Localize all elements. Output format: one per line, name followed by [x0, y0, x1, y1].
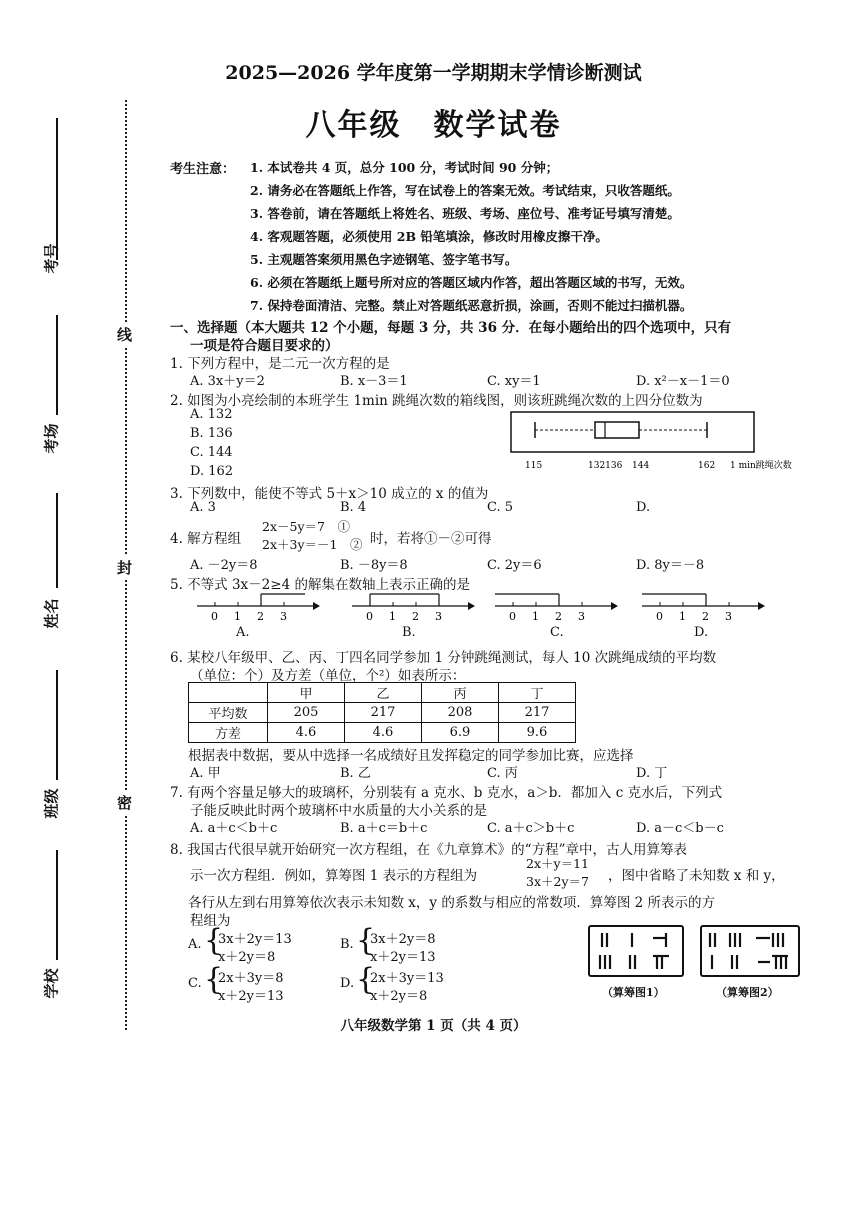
field-label-school: 学校 [42, 968, 61, 999]
q8-option-b-eq2: x＋2y＝13 [370, 950, 436, 965]
q7-stem-cont: 子能反映此时两个玻璃杯中水质量的大小关系的是 [190, 803, 487, 819]
table-cell: 205 [268, 703, 345, 723]
q1-option-d: D. x²－x－1＝0 [636, 374, 730, 389]
q8-sys-eq2: 3x＋2y＝7 [526, 874, 589, 889]
notice-item: 5. 主观题答案须用黑色字迹钢笔、签字笔书写。 [250, 252, 518, 267]
q3-stem: 3. 下列数中，能使不等式 5＋x＞10 成立的 x 的值为 [170, 486, 489, 502]
axis-label-132-136: 132136 [588, 461, 623, 471]
q2-option-d: D. 162 [190, 464, 234, 479]
q6-option-b: B. 乙 [340, 766, 371, 781]
exam-title: 2025—2026 学年度第一学期期末学情诊断测试 [225, 62, 642, 84]
q1-option-a: A. 3x＋y＝2 [190, 374, 265, 389]
notice-item: 2. 请务必在答题纸上作答，写在试卷上的答案无效。考试结束，只收答题纸。 [250, 183, 680, 198]
number-line-c [493, 588, 618, 624]
q2-stem: 2. 如图为小亮绘制的本班学生 1min 跳绳次数的箱线图，则该班跳绳次数的上四分位数为 [170, 393, 703, 409]
q8-option-c-eq1: 2x＋3y＝8 [218, 971, 284, 986]
tick-label: 3 [725, 610, 732, 623]
table-cell: 217 [499, 703, 576, 723]
table-cell: 217 [345, 703, 422, 723]
q7-option-d: D. a－c＜b－c [636, 821, 724, 836]
tick-label: 2 [555, 610, 562, 623]
seal-char-feng: 封 [117, 555, 132, 580]
q7-option-a: A. a＋c＜b＋c [190, 821, 278, 836]
counting-rod-figure-1 [588, 925, 684, 977]
tick-label: 1 [234, 610, 241, 623]
q4-eq2: 2x＋3y＝－1 ② [262, 537, 363, 552]
notice-title: 考生注意： [170, 162, 236, 177]
q1-stem: 1. 下列方程中，是二元一次方程的是 [170, 356, 390, 372]
counting-rod-figure-2-glyphs [702, 927, 798, 975]
axis-label-162: 162 [698, 461, 716, 471]
tick-label: 0 [656, 610, 663, 623]
tick-label: 2 [412, 610, 419, 623]
fig2-caption: （算筹图2） [716, 986, 779, 999]
notice-item: 6. 必须在答题纸上题号所对应的答题区域内作答，超出答题区域的书写，无效。 [250, 275, 693, 290]
seal-char-mi: 密 [117, 790, 132, 815]
q6-stem-cont: （单位：个）及方差（单位，个²）如表所示： [190, 668, 466, 684]
q3-option-a: A. 3 [190, 500, 216, 515]
q5-option-b: B. [402, 625, 416, 640]
q5-option-a: A. [236, 625, 250, 640]
q8-stem-line3: 各行从左到右用算筹依次表示未知数 x，y 的系数与相应的常数项．算筹图 2 所表示的方 [188, 895, 715, 911]
notice-item: 3. 答卷前，请在答题纸上将姓名、班级、考场、座位号、准考证号填写清楚。 [250, 206, 680, 221]
field-line-class [56, 670, 58, 780]
number-line-d [640, 588, 765, 624]
q8-stem-line4: 程组为 [190, 913, 231, 929]
axis-label-115: 115 [525, 461, 543, 471]
box-plot-figure [505, 408, 810, 474]
q8-option-d-eq1: 2x＋3y＝13 [370, 971, 444, 986]
tick-label: 0 [366, 610, 373, 623]
brace-icon: { [356, 923, 376, 958]
q3-option-b: B. 4 [340, 500, 367, 515]
q5-option-c: C. [550, 625, 564, 640]
q4-option-d: D. 8y＝－8 [636, 558, 705, 573]
q6-stem-line3: 根据表中数据，要从中选择一名成绩好且发挥稳定的同学参加比赛，应选择 [188, 748, 634, 764]
brace-icon: { [204, 923, 224, 958]
field-line-exam-room [56, 315, 58, 415]
table-cell: 4.6 [345, 723, 422, 743]
number-line-b [350, 588, 475, 624]
table-row [189, 723, 576, 743]
q3-option-c: C. 5 [487, 500, 514, 515]
table-cell: 6.9 [422, 723, 499, 743]
tick-label: 1 [532, 610, 539, 623]
tick-label: 1 [679, 610, 686, 623]
q4-option-c: C. 2y＝6 [487, 558, 542, 573]
q6-option-d: D. 丁 [636, 766, 668, 781]
counting-rod-figure-2 [700, 925, 800, 977]
tick-label: 3 [578, 610, 585, 623]
notice-item: 4. 客观题答题，必须使用 2B 铅笔填涂，修改时用橡皮擦干净。 [250, 229, 608, 244]
q5-option-d: D. [694, 625, 709, 640]
tick-label: 2 [702, 610, 709, 623]
q8-option-b-eq1: 3x＋2y＝8 [370, 932, 436, 947]
tick-label: 2 [257, 610, 264, 623]
paper-title: 八年级 数学试卷 [305, 108, 562, 143]
q8-option-b-label: B. [340, 937, 354, 952]
q1-option-b: B. x－3＝1 [340, 374, 408, 389]
axis-label-144: 144 [632, 461, 650, 471]
table-cell: 平均数 [189, 703, 268, 723]
q6-option-a: A. 甲 [190, 766, 221, 781]
q4-option-a: A. －2y＝8 [190, 558, 258, 573]
q8-option-c-label: C. [188, 976, 202, 991]
q4-stem-suffix: 时，若将①－②可得 [370, 531, 492, 547]
q7-option-b: B. a＋c＝b＋c [340, 821, 428, 836]
notice-item: 1. 本试卷共 4 页，总分 100 分，考试时间 90 分钟； [250, 160, 559, 175]
table-cell: 4.6 [268, 723, 345, 743]
q2-option-a: A. 132 [190, 407, 233, 422]
table-row [189, 703, 576, 723]
q2-option-c: C. 144 [190, 445, 233, 460]
q8-stem: 8. 我国古代很早就开始研究一次方程组，在《九章算术》的“方程”章中，古人用算筹表 [170, 842, 687, 858]
q1-option-c: C. xy＝1 [487, 374, 541, 389]
q4-stem-prefix: 4. 解方程组 [170, 531, 242, 547]
tick-label: 1 [389, 610, 396, 623]
q6-stem: 6. 某校八年级甲、乙、丙、丁四名同学参加 1 分钟跳绳测试，每人 10 次跳绳成绩的平均数 [170, 650, 717, 666]
number-line-a [195, 588, 320, 624]
q7-option-c: C. a＋c＞b＋c [487, 821, 575, 836]
brace-icon: { [204, 962, 224, 997]
fig1-caption: （算筹图1） [602, 986, 665, 999]
table-cell [189, 683, 268, 703]
counting-rod-figure-1-glyphs [590, 927, 682, 975]
field-label-class: 班级 [42, 788, 61, 819]
tick-label: 3 [280, 610, 287, 623]
table-cell: 甲 [268, 683, 345, 703]
q4-eq1: 2x－5y＝7 ① [262, 519, 350, 534]
tick-label: 3 [435, 610, 442, 623]
tick-label: 0 [509, 610, 516, 623]
table-cell: 丁 [499, 683, 576, 703]
q8-sys-eq1: 2x＋y＝11 [526, 856, 589, 871]
q6-option-c: C. 丙 [487, 766, 518, 781]
field-label-exam-room: 考场 [42, 423, 61, 454]
field-label-exam-no: 考号 [42, 243, 61, 274]
q4-option-b: B. －8y＝8 [340, 558, 408, 573]
seal-char-xian: 线 [117, 322, 132, 347]
q8-option-d-eq2: x＋2y＝8 [370, 989, 428, 1004]
table-cell: 丙 [422, 683, 499, 703]
brace-icon: { [356, 962, 376, 997]
table-cell: 方差 [189, 723, 268, 743]
q5-stem: 5. 不等式 3x－2≥4 的解集在数轴上表示正确的是 [170, 577, 470, 593]
notice-item: 7. 保持卷面清洁、完整。禁止对答题纸恶意折损，涂画，否则不能过扫描机器。 [250, 298, 693, 313]
section-heading: 一、选择题（本大题共 12 个小题，每题 3 分，共 36 分．在每小题给出的四个选项中，只有 [170, 320, 732, 336]
section-heading-cont: 一项是符合题目要求的） [190, 338, 339, 354]
table-cell: 208 [422, 703, 499, 723]
page-footer: 八年级数学第 1 页（共 4 页） [340, 1018, 527, 1034]
tick-label: 0 [211, 610, 218, 623]
q3-option-d: D. [636, 500, 651, 515]
q7-stem: 7. 有两个容量足够大的玻璃杯，分别装有 a 克水、b 克水，a＞b．都加入 c 克水后，下列式 [170, 785, 723, 801]
q8-option-a-eq1: 3x＋2y＝13 [218, 932, 292, 947]
q8-option-c-eq2: x＋2y＝13 [218, 989, 284, 1004]
q8-option-d-label: D. [340, 976, 355, 991]
field-line-name [56, 493, 58, 588]
q8-option-a-label: A. [188, 937, 202, 952]
q8-stem-line2-prefix: 示一次方程组．例如，算筹图 1 表示的方程组为 [190, 868, 478, 884]
q2-option-b: B. 136 [190, 426, 233, 441]
table-cell: 9.6 [499, 723, 576, 743]
table-header-row [189, 683, 576, 703]
axis-title: 1 min跳绳次数 [730, 461, 792, 471]
q8-stem-line2-suffix: ，图中省略了未知数 x 和 y， [608, 868, 785, 884]
q8-option-a-eq2: x＋2y＝8 [218, 950, 276, 965]
q6-stats-table [188, 682, 576, 743]
field-label-name: 姓名 [42, 598, 61, 629]
field-line-school [56, 850, 58, 960]
table-cell: 乙 [345, 683, 422, 703]
